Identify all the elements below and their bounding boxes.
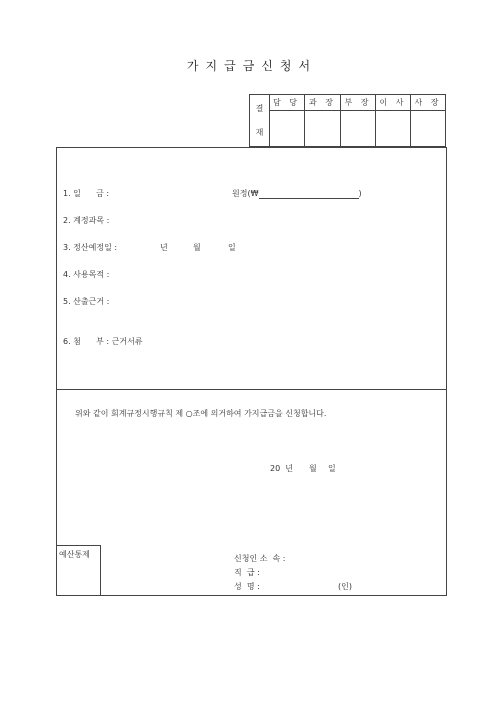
date-year: 20 년: [270, 464, 293, 473]
date-month: 월: [309, 464, 317, 473]
approval-sign-box-4[interactable]: [376, 111, 411, 146]
approval-label: [250, 95, 270, 146]
item-purpose: 4. 사용목적 :: [63, 270, 110, 279]
approval-header-5: 사 장: [411, 95, 445, 111]
applicant-dept: 신청인 소 속 :: [234, 554, 286, 563]
statement-text: 위와 같이 회계규정시행규칙 제 ○조에 의거하여 가지급금을 신청합니다.: [75, 409, 327, 418]
won-text: 원정(₩: [232, 189, 259, 198]
item-attachment: 6. 첨 부 : 근거서류: [63, 337, 143, 346]
approval-sign-box-2[interactable]: [305, 111, 341, 146]
won-close: ): [358, 189, 362, 198]
item-basis: 5. 산출근거 :: [63, 297, 110, 306]
settle-year: 년: [160, 243, 168, 252]
approval-header-3: 부 장: [341, 95, 376, 111]
approval-sign-box-3[interactable]: [341, 111, 376, 146]
budget-label-divider: [57, 545, 100, 546]
budget-box-divider: [100, 545, 101, 595]
approval-sign-box-5[interactable]: [411, 111, 445, 146]
amount-field[interactable]: [259, 189, 359, 199]
approval-header-1: 담 당: [269, 95, 305, 111]
settle-day: 일: [228, 243, 236, 252]
approval-grid: [249, 94, 446, 147]
form-frame: [56, 147, 447, 596]
date-day: 일: [328, 464, 336, 473]
settle-month: 월: [193, 243, 201, 252]
item-amount-label: 1. 일 금 :: [63, 189, 110, 198]
approval-label-top: 결: [255, 104, 264, 113]
budget-control-label: 예산통제: [59, 550, 90, 559]
applicant-name: 성 명 :: [234, 582, 260, 591]
applicant-seal: (인): [338, 582, 352, 591]
approval-header-4: 이 사: [376, 95, 411, 111]
approval-sign-box-1[interactable]: [269, 111, 305, 146]
item-account: 2. 계정과목 :: [63, 216, 110, 225]
applicant-rank: 직 급 :: [234, 568, 260, 577]
document-title: 가지급금신청서: [186, 59, 318, 73]
approval-label-bottom: 재: [255, 128, 264, 137]
item-settle-date-label: 3. 정산예정일 :: [63, 243, 118, 252]
approval-header-2: 과 장: [305, 95, 341, 111]
item-amount-won: [232, 188, 362, 199]
section-divider: [57, 389, 446, 390]
